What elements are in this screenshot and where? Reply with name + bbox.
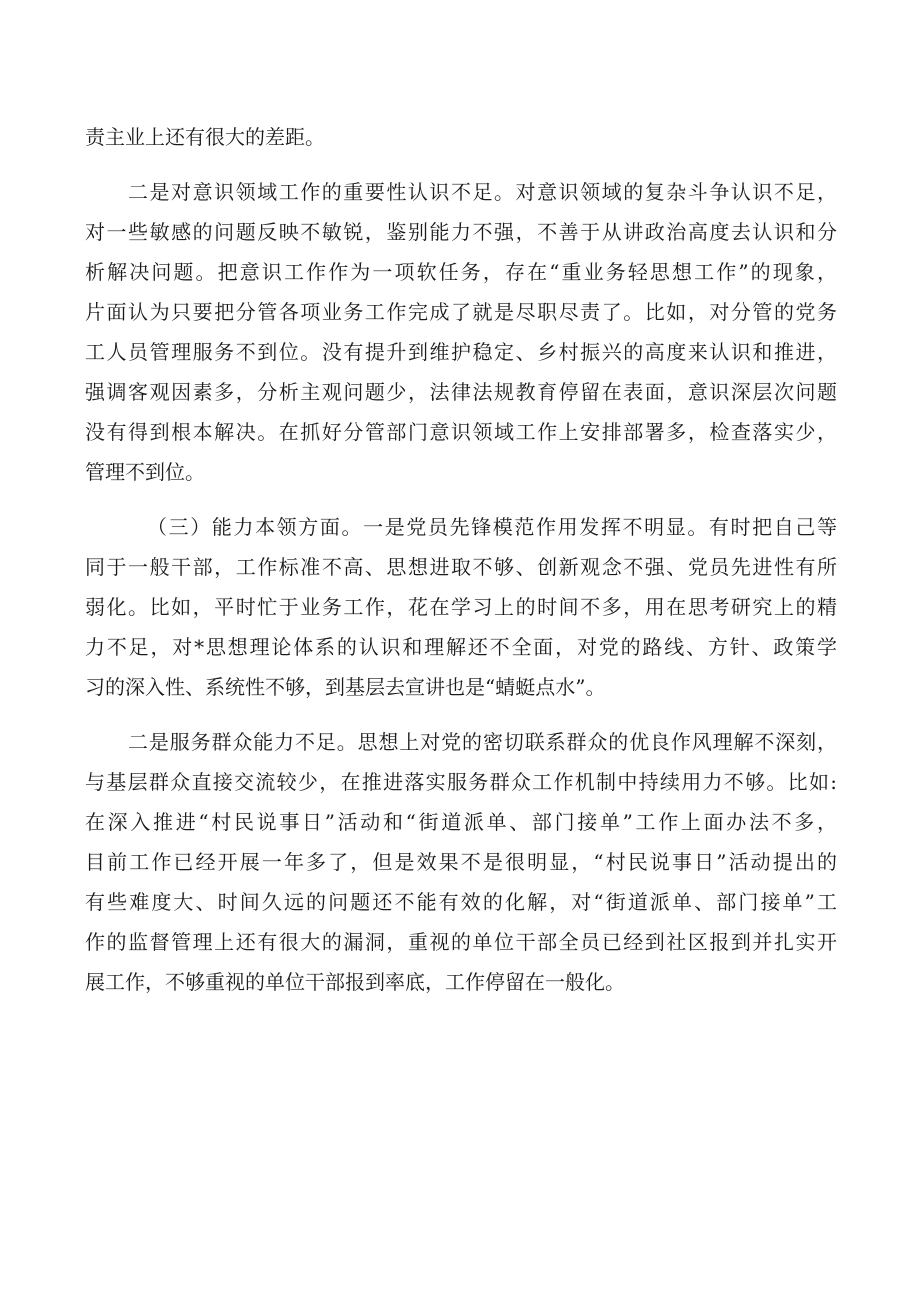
text-line: 没有得到根本解决。在抓好分管部门意识领域工作上安排部署多，检查落实少， [85, 420, 837, 444]
paragraph-ideology-work [85, 172, 837, 492]
text-line: 片面认为只要把分管各项业务工作完成了就是尽职尽责了。比如，对分管的党务 [85, 300, 837, 324]
text-line: 目前工作已经开展一年多了，但是效果不是很明显，“村民说事日”活动提出的 [85, 850, 837, 874]
text-line: 二是对意识领域工作的重要性认识不足。对意识领域的复杂斗争认识不足， [128, 180, 837, 204]
text-line: 弱化。比如，平时忙于业务工作，花在学习上的时间不多，用在思考研究上的精 [85, 595, 837, 619]
text-line: 对一些敏感的问题反映不敏锐，鉴别能力不强，不善于从讲政治高度去认识和分 [85, 220, 837, 244]
paragraph-ability-section [85, 507, 837, 707]
text-line: 同于一般干部，工作标准不高、思想进取不够、创新观念不强、党员先进性有所 [85, 555, 837, 579]
text-line: 习的深入性、系统性不够，到基层去宣讲也是“蜻蜓点水”。 [85, 675, 606, 699]
text-line: 二是服务群众能力不足。思想上对党的密切联系群众的优良作风理解不深刻， [128, 730, 837, 754]
text-line: 责主业上还有很大的差距。 [85, 125, 325, 149]
text-line: 在深入推进“村民说事日”活动和“街道派单、部门接单”工作上面办法不多， [85, 810, 837, 834]
text-line: 力不足，对*思想理论体系的认识和理解还不全面，对党的路线、方针、政策学 [85, 635, 837, 659]
paragraph-serving-masses [85, 722, 837, 1002]
text-line: 析解决问题。把意识工作作为一项软任务，存在“重业务轻思想工作”的现象， [85, 260, 837, 284]
paragraph-continuation [85, 117, 837, 157]
text-line: 与基层群众直接交流较少，在推进落实服务群众工作机制中持续用力不够。比如: [85, 770, 837, 794]
text-line: 强调客观因素多，分析主观问题少，法律法规教育停留在表面，意识深层次问题 [85, 380, 837, 404]
text-line: 作的监督管理上还有很大的漏洞，重视的单位干部全员已经到社区报到并扎实开 [85, 930, 837, 954]
text-line: 管理不到位。 [85, 460, 205, 484]
text-line: 工人员管理服务不到位。没有提升到维护稳定、乡村振兴的高度来认识和推进， [85, 340, 837, 364]
text-line: （三）能力本领方面。一是党员先锋模范作用发挥不明显。有时把自己等 [147, 515, 837, 539]
document-body [85, 117, 837, 1002]
text-line: 有些难度大、时间久远的问题还不能有效的化解，对“街道派单、部门接单”工 [85, 890, 837, 914]
text-line: 展工作，不够重视的单位干部报到率底，工作停留在一般化。 [85, 970, 625, 994]
